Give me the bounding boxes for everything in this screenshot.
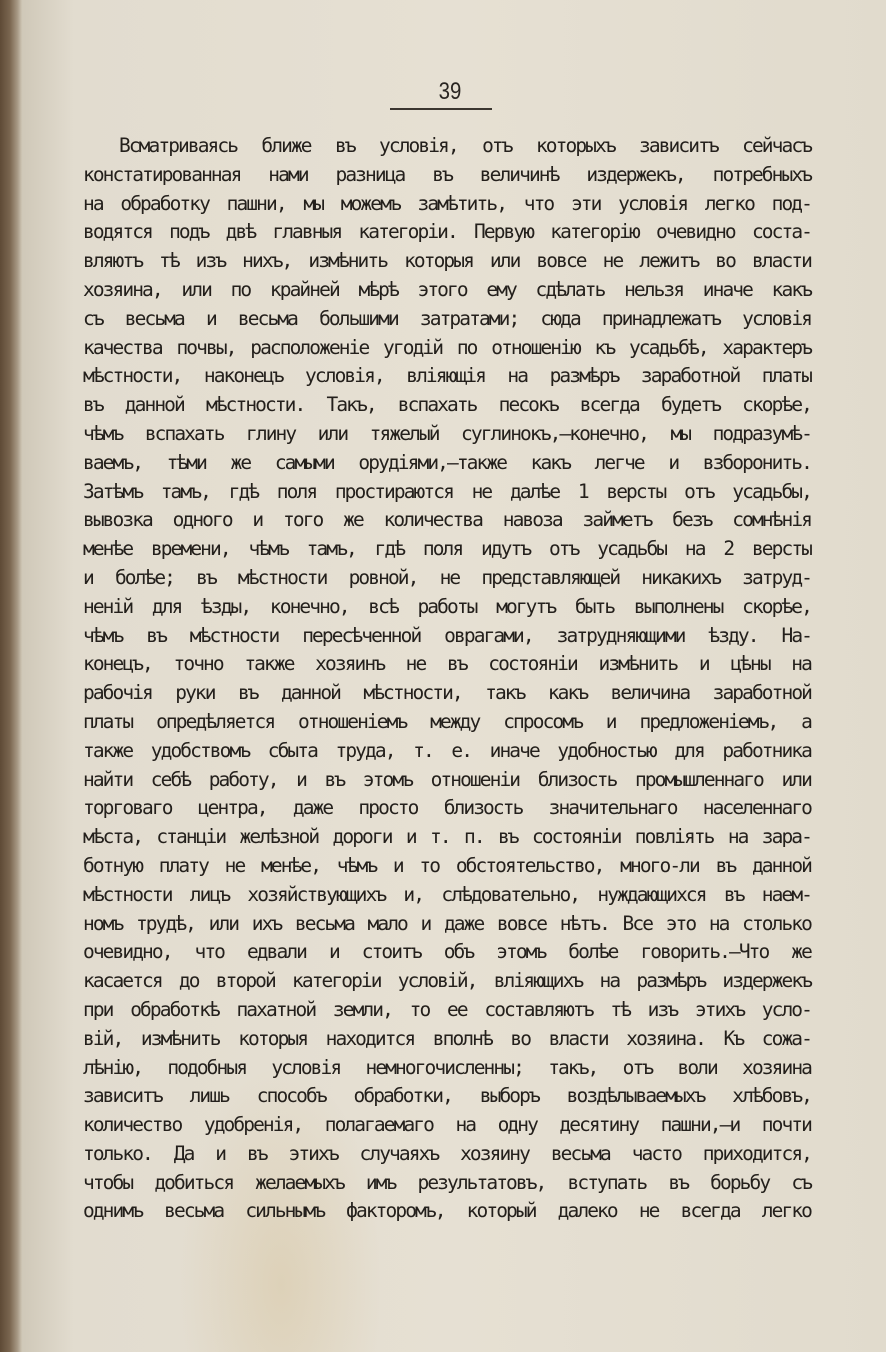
text-line: менѣе времени, чѣмъ тамъ, гдѣ поля идутъ отъ усадьбы на 2 версты <box>83 537 811 561</box>
body-text <box>83 132 811 1226</box>
text-line: найти себѣ работу, и въ этомъ отношеніи близость промышленнаго или <box>83 767 811 791</box>
text-line: Затѣмъ тамъ, гдѣ поля простираются не далѣе 1 версты отъ усадьбы, <box>83 479 811 503</box>
text-line: мѣста, станціи желѣзной дороги и т. п. въ состояніи повліять на зара- <box>83 825 811 849</box>
text-line: неній для ѣзды, конечно, всѣ работы могутъ быть выполнены скорѣе, <box>83 594 811 618</box>
text-line: на обработку пашни, мы можемъ замѣтить, что эти условія легко под- <box>83 191 811 215</box>
text-line: также удобствомъ сбыта труда, т. е. иначе удобностью для работника <box>83 738 811 762</box>
book-binding-shadow <box>0 0 22 1352</box>
page-number-rule <box>390 108 492 110</box>
text-line: при обработкѣ пахатной земли, то ее составляютъ тѣ изъ этихъ усло- <box>83 997 811 1021</box>
text-line: платы опредѣляется отношеніемъ между спросомъ и предложеніемъ, а <box>83 709 811 733</box>
text-line: съ весьма и весьма большими затратами; сюда принадлежатъ условія <box>83 306 811 330</box>
text-line: однимъ весьма сильнымъ факторомъ, который далеко не всегда легко <box>83 1199 811 1223</box>
page-number: 39 <box>438 78 462 105</box>
text-line: чтобы добиться желаемыхъ имъ результатовъ, вступать въ борьбу съ <box>83 1170 811 1194</box>
text-line: мѣстности лицъ хозяйствующихъ и, слѣдовательно, нуждающихся въ наем- <box>83 882 811 906</box>
book-page <box>22 0 886 1352</box>
text-line: торговаго центра, даже просто близость значительнаго населеннаго <box>83 796 811 820</box>
text-line: вывозка одного и того же количества навоза займетъ безъ сомнѣнія <box>83 508 811 532</box>
text-line: очевидно, что едвали и стоитъ объ этомъ болѣе говорить.—Что же <box>83 940 811 964</box>
text-line: качества почвы, расположеніе угодій по отношенію къ усадьбѣ, характеръ <box>83 335 811 359</box>
text-line: констатированная нами разница въ величинѣ издержекъ, потребныхъ <box>83 162 811 186</box>
text-line: зависитъ лишь способъ обработки, выборъ воздѣлываемыхъ хлѣбовъ, <box>83 1084 811 1108</box>
text-line: конецъ, точно также хозяинъ не въ состояніи измѣнить и цѣны на <box>83 652 811 676</box>
text-line: хозяина, или по крайней мѣрѣ этого ему сдѣлать нельзя иначе какъ <box>83 277 811 301</box>
text-line: водятся подъ двѣ главныя категоріи. Первую категорію очевидно соста- <box>83 220 811 244</box>
text-line: количество удобренія, полагаемаго на одну десятину пашни,—и почти <box>83 1113 811 1137</box>
text-line: вій, измѣнить которыя находится вполнѣ во власти хозяина. Къ сожа- <box>83 1026 811 1050</box>
text-line: лѣнію, подобныя условія немногочисленны; такъ, отъ воли хозяина <box>83 1055 811 1079</box>
text-line: мѣстности, наконецъ условія, вліяющія на размѣръ заработной платы <box>83 364 811 388</box>
text-line: чѣмъ вспахать глину или тяжелый суглинокъ,—конечно, мы подразумѣ- <box>83 421 811 445</box>
text-line: ботную плату не менѣе, чѣмъ и то обстоятельство, много-ли въ данной <box>83 853 811 877</box>
text-line: ваемъ, тѣми же самыми орудіями,—также какъ легче и взборонить. <box>83 450 811 474</box>
text-line: номъ трудѣ, или ихъ весьма мало и даже вовсе нѣтъ. Все это на столько <box>83 911 811 935</box>
text-line: рабочія руки въ данной мѣстности, такъ какъ величина заработной <box>83 681 811 705</box>
text-line: чѣмъ въ мѣстности пересѣченной оврагами, затрудняющими ѣзду. На- <box>83 623 811 647</box>
text-line: и болѣе; въ мѣстности ровной, не представляющей никакихъ затруд- <box>83 565 811 589</box>
text-line: въ данной мѣстности. Такъ, вспахать песокъ всегда будетъ скорѣе, <box>83 393 811 417</box>
text-line: только. Да и въ этихъ случаяхъ хозяину весьма часто приходится, <box>83 1141 811 1165</box>
text-line: Всматриваясь ближе въ условія, отъ которыхъ зависитъ сейчасъ <box>119 134 811 157</box>
text-line: касается до второй категоріи условій, вліяющихъ на размѣръ издержекъ <box>83 969 811 993</box>
text-line: вляютъ тѣ изъ нихъ, измѣнить которыя или вовсе не лежитъ во власти <box>83 249 811 273</box>
